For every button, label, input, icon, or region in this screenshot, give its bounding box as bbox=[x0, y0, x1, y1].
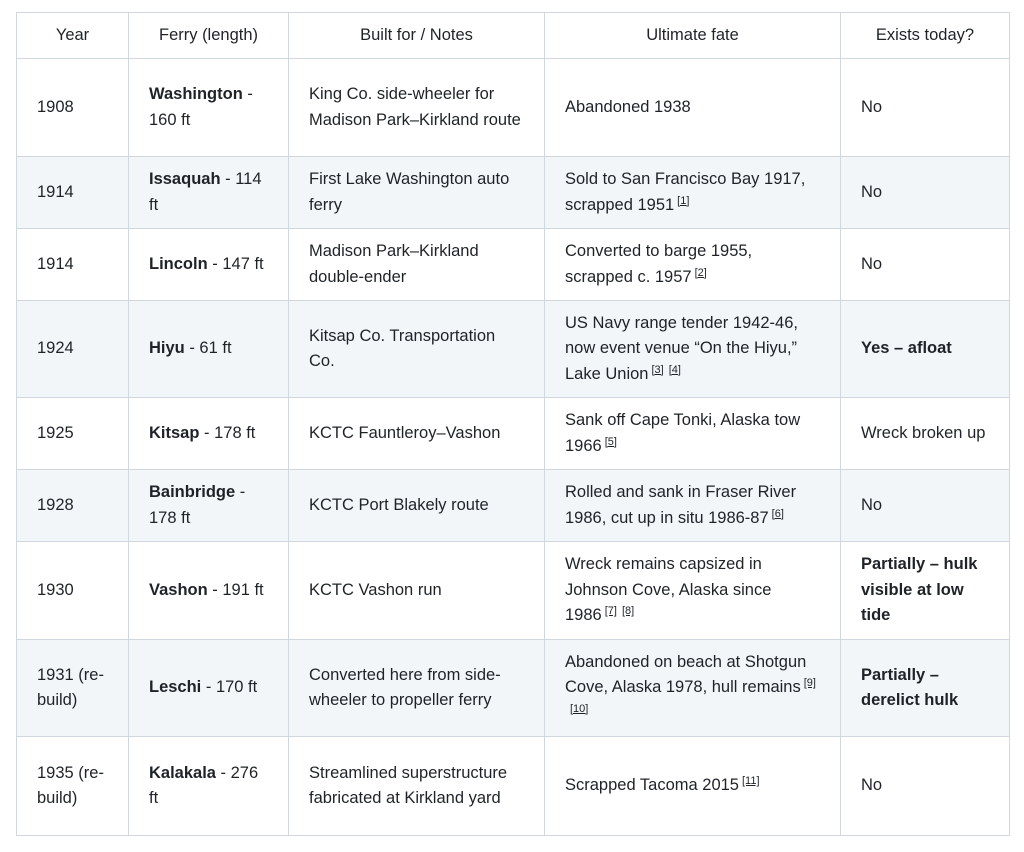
citation-group bbox=[651, 364, 680, 376]
cell-year: 1931 (re-build) bbox=[17, 640, 129, 737]
fate-text: Sold to San Francisco Bay 1917, scrapped 1951 bbox=[565, 170, 806, 214]
cell-exists: No bbox=[841, 59, 1010, 157]
cell-ferry bbox=[129, 542, 289, 640]
citation-link[interactable]: [3] bbox=[651, 363, 664, 376]
fate-text: Converted to barge 1955, scrapped c. 1957 bbox=[565, 242, 753, 286]
fate-text: Scrapped Tacoma 2015 bbox=[565, 776, 739, 795]
ferry-length: - 178 ft bbox=[199, 423, 256, 442]
cell-notes: Kitsap Co. Transportation Co. bbox=[289, 301, 545, 398]
ferry-name: Issaquah bbox=[149, 170, 221, 188]
citation-group bbox=[605, 605, 634, 617]
citation-group bbox=[605, 436, 617, 448]
ferry-length: - 114 ft bbox=[149, 170, 262, 214]
cell-year: 1925 bbox=[17, 398, 129, 470]
table-body bbox=[17, 59, 1010, 836]
fate-text: US Navy range tender 1942-46, now event venue “On the Hiyu,” Lake Union bbox=[565, 313, 798, 383]
cell-ferry bbox=[129, 398, 289, 470]
citation-group bbox=[742, 775, 760, 787]
fate-text: Wreck remains capsized in Johnson Cove, Alaska since 1986 bbox=[565, 555, 772, 625]
cell-notes: King Co. side-wheeler for Madison Park–Kirkland route bbox=[289, 59, 545, 157]
ferry-name: Kitsap bbox=[149, 423, 200, 442]
cell-ferry bbox=[129, 737, 289, 836]
citation-link[interactable]: [10] bbox=[570, 702, 589, 715]
table-row bbox=[17, 542, 1010, 640]
cell-year: 1914 bbox=[17, 157, 129, 229]
cell-ferry bbox=[129, 301, 289, 398]
header-fate: Ultimate fate bbox=[545, 13, 841, 59]
cell-ferry bbox=[129, 640, 289, 737]
citation-link[interactable]: [7] bbox=[604, 605, 617, 618]
cell-ferry bbox=[129, 229, 289, 301]
ferry-name: Lincoln bbox=[149, 254, 208, 273]
cell-exists: No bbox=[841, 157, 1010, 229]
header-year: Year bbox=[17, 13, 129, 59]
citation-link[interactable]: [11] bbox=[741, 775, 760, 788]
citation-group bbox=[677, 195, 689, 207]
header-exists: Exists today? bbox=[841, 13, 1010, 59]
cell-ferry bbox=[129, 470, 289, 542]
cell-fate bbox=[545, 470, 841, 542]
citation-group bbox=[772, 508, 784, 520]
cell-fate bbox=[545, 640, 841, 737]
citation-link[interactable]: [9] bbox=[803, 677, 816, 690]
citation-link[interactable]: [4] bbox=[668, 363, 681, 376]
cell-notes: Streamlined superstructure fabricated at Kirkland yard bbox=[289, 737, 545, 836]
cell-fate bbox=[545, 157, 841, 229]
cell-fate bbox=[545, 59, 841, 157]
cell-exists: Partially – derelict hulk bbox=[841, 640, 1010, 737]
cell-ferry bbox=[129, 157, 289, 229]
cell-exists: No bbox=[841, 229, 1010, 301]
header-ferry: Ferry (length) bbox=[129, 13, 289, 59]
citation-link[interactable]: [8] bbox=[621, 605, 635, 618]
cell-exists: Wreck broken up bbox=[841, 398, 1010, 470]
citation-link[interactable]: [2] bbox=[694, 266, 707, 279]
fate-text: Abandoned 1938 bbox=[565, 97, 691, 116]
cell-notes: First Lake Washington auto ferry bbox=[289, 157, 545, 229]
cell-year: 1914 bbox=[17, 229, 129, 301]
table-row bbox=[17, 640, 1010, 737]
ferry-table bbox=[16, 12, 1010, 836]
cell-notes: Converted here from side-wheeler to propeller ferry bbox=[289, 640, 545, 737]
ferry-length: - 178 ft bbox=[149, 483, 246, 527]
ferry-name: Washington bbox=[149, 85, 243, 103]
ferry-name: Hiyu bbox=[149, 339, 185, 358]
cell-fate bbox=[545, 737, 841, 836]
cell-exists: No bbox=[841, 737, 1010, 836]
ferry-length: - 191 ft bbox=[207, 580, 264, 599]
cell-ferry bbox=[129, 59, 289, 157]
ferry-length: - 160 ft bbox=[149, 85, 253, 129]
cell-year: 1935 (re-build) bbox=[17, 737, 129, 836]
citation-link[interactable]: [6] bbox=[771, 507, 784, 520]
ferry-name: Bainbridge bbox=[149, 483, 236, 501]
table-row bbox=[17, 157, 1010, 229]
table-row bbox=[17, 59, 1010, 157]
ferry-name: Leschi bbox=[149, 678, 202, 697]
ferry-length: - 276 ft bbox=[149, 763, 259, 807]
ferry-table-container bbox=[16, 12, 1009, 836]
cell-notes: Madison Park–Kirkland double-ender bbox=[289, 229, 545, 301]
fate-text: Rolled and sank in Fraser River 1986, cut up in situ 1986-87 bbox=[565, 483, 797, 527]
citation-link[interactable]: [1] bbox=[677, 194, 690, 207]
ferry-length: - 170 ft bbox=[201, 678, 258, 697]
ferry-length: - 147 ft bbox=[207, 254, 264, 273]
ferry-name: Vashon bbox=[149, 580, 208, 599]
table-row bbox=[17, 737, 1010, 836]
cell-fate bbox=[545, 301, 841, 398]
header-notes: Built for / Notes bbox=[289, 13, 545, 59]
cell-fate bbox=[545, 398, 841, 470]
citation-group bbox=[695, 267, 707, 279]
cell-notes: KCTC Port Blakely route bbox=[289, 470, 545, 542]
header-row bbox=[17, 13, 1010, 59]
cell-fate bbox=[545, 542, 841, 640]
citation-link[interactable]: [5] bbox=[604, 435, 617, 448]
cell-exists: No bbox=[841, 470, 1010, 542]
cell-notes: KCTC Fauntleroy–Vashon bbox=[289, 398, 545, 470]
fate-text: Abandoned on beach at Shotgun Cove, Alaska 1978, hull remains bbox=[565, 652, 807, 697]
cell-exists: Partially – hulk visible at low tide bbox=[841, 542, 1010, 640]
table-row bbox=[17, 229, 1010, 301]
table-row bbox=[17, 398, 1010, 470]
table-row bbox=[17, 301, 1010, 398]
ferry-name: Kalakala bbox=[149, 763, 216, 782]
cell-year: 1928 bbox=[17, 470, 129, 542]
cell-notes: KCTC Vashon run bbox=[289, 542, 545, 640]
cell-fate bbox=[545, 229, 841, 301]
table-header bbox=[17, 13, 1010, 59]
fate-text: Sank off Cape Tonki, Alaska tow 1966 bbox=[565, 411, 801, 455]
ferry-length: - 61 ft bbox=[184, 339, 232, 358]
cell-year: 1924 bbox=[17, 301, 129, 398]
cell-year: 1930 bbox=[17, 542, 129, 640]
table-row bbox=[17, 470, 1010, 542]
cell-year: 1908 bbox=[17, 59, 129, 157]
cell-exists: Yes – afloat bbox=[841, 301, 1010, 398]
